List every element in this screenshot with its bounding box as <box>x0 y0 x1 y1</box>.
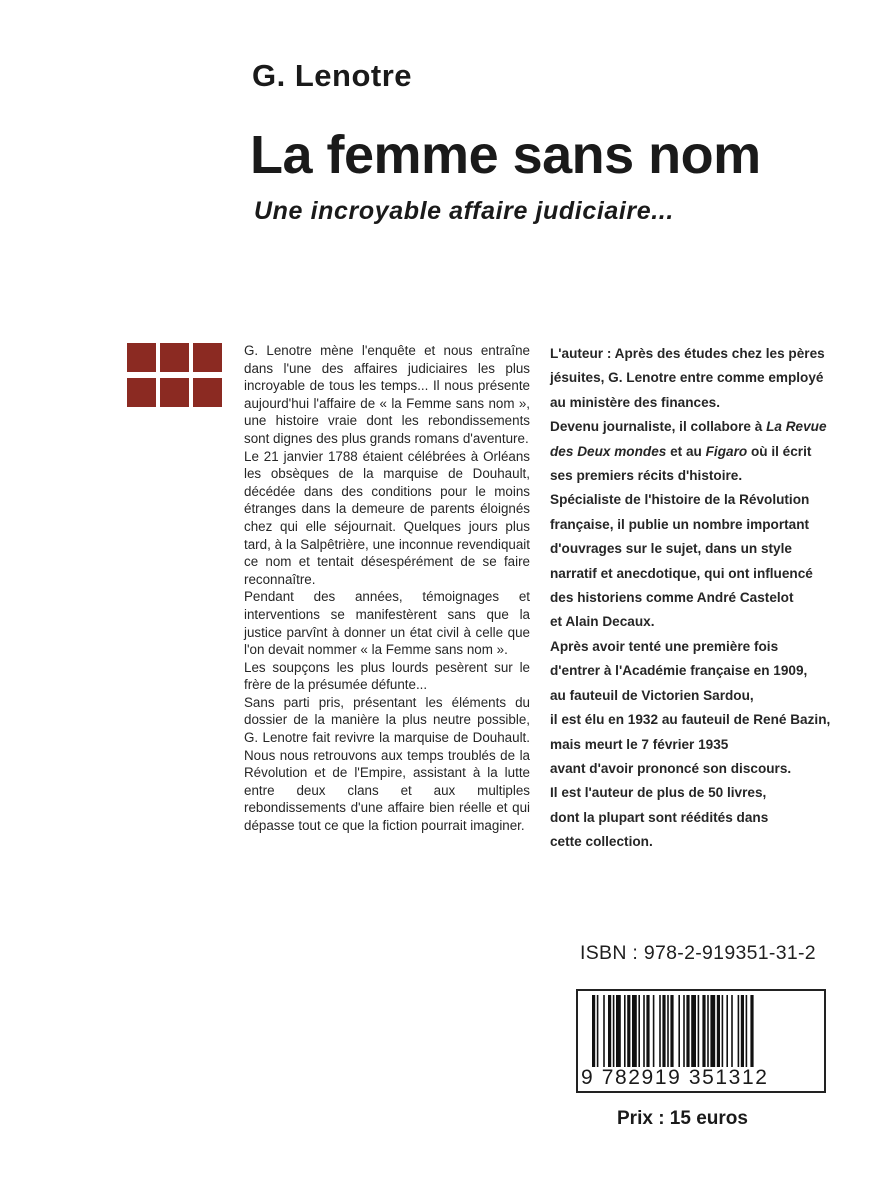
bio-line: L'auteur : Après des études chez les pères <box>550 346 825 361</box>
bio-line: dont la plupart sont réédités dans <box>550 809 769 825</box>
barcode-bar <box>632 995 637 1067</box>
bio-paragraph <box>550 488 850 634</box>
barcode-bar <box>686 995 689 1067</box>
bio-line: jésuites, G. Lenotre entre comme employé <box>550 370 824 386</box>
bio-line: française, il publie un nombre important <box>550 516 810 532</box>
logo-square <box>193 343 222 372</box>
summary-paragraph: G. Lenotre mène l'enquête et nous entraîne dans l'une des affaires judiciaires les plus incroyable de tous les temps... Il nous présente aujourd'hui l'affaire de « la Femme sans nom », une histoire vraie dont les rebondissements sont dignes des plus grands romans d'aventure. <box>244 343 530 446</box>
barcode-bar <box>597 995 599 1067</box>
bio-text: et au <box>666 443 706 459</box>
logo-square <box>160 378 189 407</box>
bio-line: avant d'avoir prononcé son discours. <box>550 760 792 776</box>
book-price: Prix : 15 euros <box>617 1108 748 1129</box>
bio-line: des historiens comme André Castelot <box>550 590 794 606</box>
barcode-bar <box>750 995 753 1067</box>
barcode-bar <box>613 995 615 1067</box>
bio-line: d'ouvrages sur le sujet, dans un style <box>550 541 792 557</box>
barcode-bar <box>653 995 655 1067</box>
barcode-bar <box>691 995 696 1067</box>
bio-journal-title: des Deux mondes <box>550 443 667 459</box>
barcode-bar <box>738 995 740 1067</box>
logo-square <box>193 378 222 407</box>
barcode-bar <box>670 995 673 1067</box>
author-bio <box>550 342 850 855</box>
bio-line: il est élu en 1932 au fauteuil de René Bazin, <box>550 712 831 728</box>
barcode-bar <box>624 995 626 1067</box>
bio-line: Il est l'auteur de plus de 50 livres, <box>550 785 767 801</box>
logo-square <box>127 343 156 372</box>
barcode-digits: 9 782919 351312 <box>578 1067 824 1089</box>
barcode-bar <box>662 995 665 1067</box>
bio-line: Spécialiste de l'histoire de la Révolution <box>550 492 810 508</box>
summary-paragraph: Le 21 janvier 1788 étaient célébrées à Orléans les obsèques de la marquise de Douhault, décédée dans des conditions pour le moins étranges dans la demeure de parents éloignés chez qui elle séjournait. Quelques jours plus tard, à la Salpêtrière, une inconnue revendiquait ce nom et tentait désespérément de se faire reconnaître. <box>244 448 530 587</box>
barcode-bar <box>603 995 605 1067</box>
isbn-number: ISBN : 978-2-919351-31-2 <box>580 942 816 964</box>
barcode-bar <box>646 995 649 1067</box>
bio-journal-title: La Revue <box>766 419 827 435</box>
barcode-bar <box>667 995 669 1067</box>
barcode-bar <box>592 995 595 1067</box>
barcode-bar <box>659 995 661 1067</box>
book-subtitle: Une incroyable affaire judiciaire... <box>254 197 674 225</box>
bio-paragraph <box>550 415 850 488</box>
logo-square <box>160 343 189 372</box>
summary-paragraph: Sans parti pris, présentant les éléments du dossier de la manière la plus neutre possible, G. Lenotre fait revivre la marquise de Douhault. Nous nous retrouvons aux temps troublés de la Révolution et de l'Empire, assistant à la lutte entre deux clans et aux multiples rebondissements d'une affaire bien réelle et qui dépasse tout ce que la fiction pourrait imaginer. <box>244 694 530 834</box>
barcode-bar <box>707 995 709 1067</box>
barcode-bar <box>608 995 611 1067</box>
barcode-bar <box>698 995 700 1067</box>
barcode-bar <box>717 995 720 1067</box>
barcode-bar <box>627 995 630 1067</box>
barcode-bar <box>643 995 645 1067</box>
bio-text: Devenu journaliste, il collabore à <box>550 419 767 435</box>
bio-paragraph <box>550 635 850 855</box>
bio-line: Après avoir tenté une première fois <box>550 638 779 654</box>
ean13-barcode-icon <box>576 989 826 1093</box>
bio-line: au ministère des finances. <box>550 394 720 410</box>
book-author: G. Lenotre <box>252 58 413 93</box>
bio-text: où il écrit <box>747 443 812 459</box>
bio-journal-title: Figaro <box>705 443 748 459</box>
barcode-bar <box>746 995 748 1067</box>
barcode-bar <box>710 995 715 1067</box>
summary-paragraph: Pendant des années, témoignages et interventions se manifestèrent sans que la justice parvînt à donner un état civil à celle que l'on devait nommer « la Femme sans nom ». <box>244 589 530 658</box>
bio-line: d'entrer à l'Académie française en 1909, <box>550 663 808 679</box>
bio-line: mais meurt le 7 février 1935 <box>550 736 729 752</box>
bio-line: et Alain Decaux. <box>550 614 655 630</box>
bio-paragraph <box>550 342 850 415</box>
barcode-bar <box>678 995 680 1067</box>
bio-line: narratif et anecdotique, qui ont influencé <box>550 565 813 581</box>
bio-line: au fauteuil de Victorien Sardou, <box>550 687 754 703</box>
barcode-bar <box>731 995 733 1067</box>
barcode-bar <box>702 995 705 1067</box>
barcode-bar <box>683 995 685 1067</box>
barcode-bar <box>616 995 621 1067</box>
barcode-bar <box>741 995 744 1067</box>
publisher-grid-logo-icon <box>127 343 225 409</box>
bio-line: ses premiers récits d'histoire. <box>550 468 743 484</box>
bio-line: cette collection. <box>550 834 653 850</box>
barcode-bar <box>722 995 724 1067</box>
logo-square <box>127 378 156 407</box>
summary-paragraph: Les soupçons les plus lourds pesèrent sur le frère de la présumée défunte... <box>244 659 530 693</box>
book-title: La femme sans nom <box>250 125 761 185</box>
summary-text <box>244 342 530 835</box>
barcode-bar <box>726 995 728 1067</box>
barcode-bar <box>638 995 640 1067</box>
